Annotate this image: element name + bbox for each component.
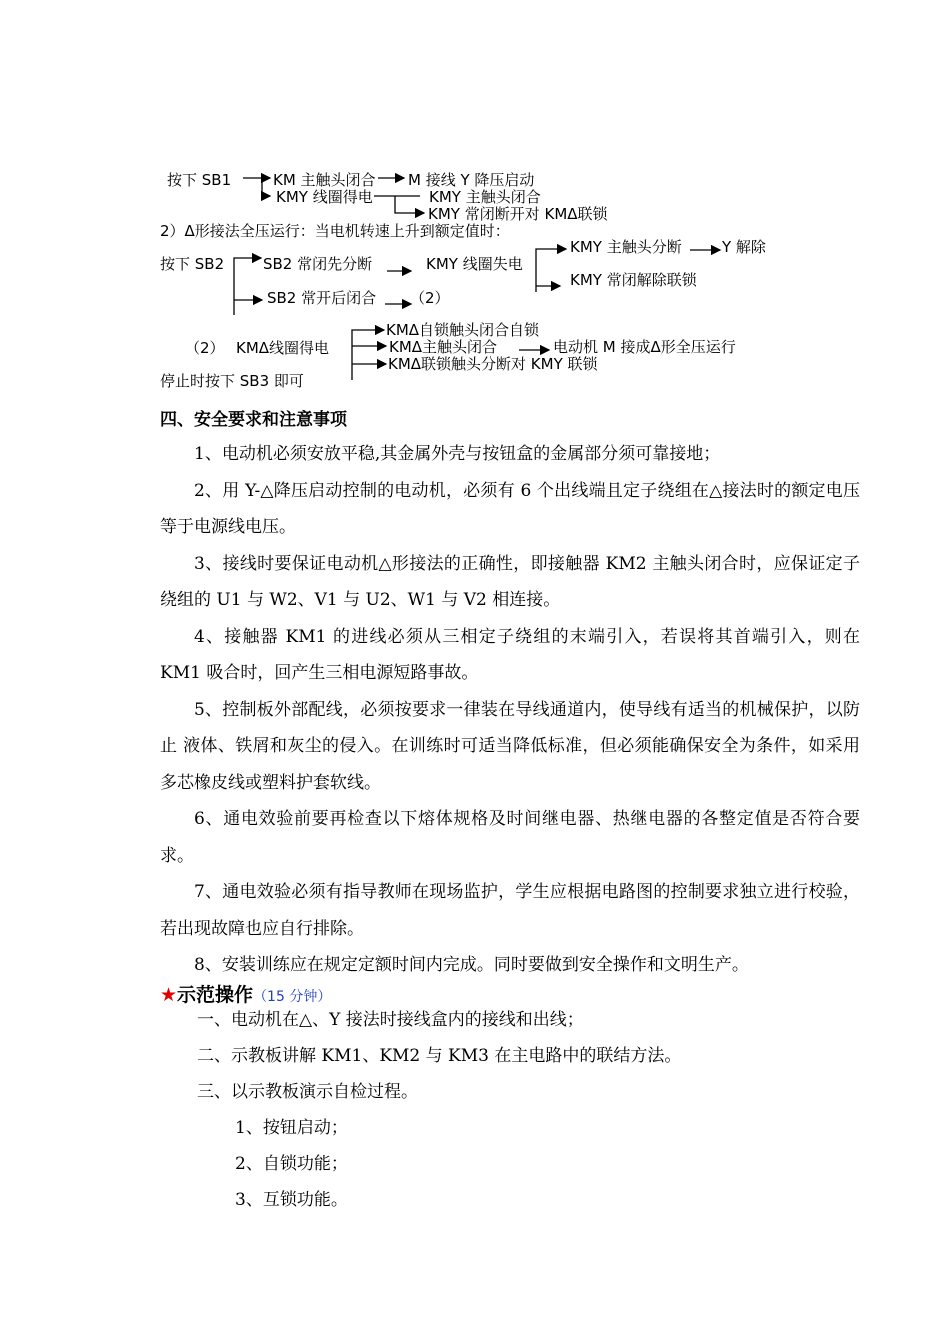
requirement-item: 2、用 Y-△降压启动控制的电动机，必须有 6 个出线端且定子绕组在△接法时的额定电压等于电源线电压。	[160, 480, 860, 537]
requirement-item: 5、控制板外部配线，必须按要求一律装在导线通道内，使导线有适当的机械保护，以防止 液体、铁屑和灰尘的侵入。在训练时可适当降低标准，但必须能确保安全为条件，如采用多芯橡皮线或塑料护套软线。	[160, 699, 860, 793]
flow-kmy-coil-loss: KMY 线圈失电	[426, 255, 523, 273]
flow-y-release: Y 解除	[722, 238, 766, 256]
section-heading: 四、安全要求和注意事项	[160, 410, 347, 430]
requirement-item: 8、安装训练应在规定定额时间内完成。同时要做到安全操作和文明生产。	[194, 955, 749, 975]
requirement-item: 6、通电效验前要再检查以下熔体规格及时间继电器、热继电器的各整定值是否符合要求。	[160, 809, 860, 866]
requirement-item: 4、接触器 KM1 的进线必须从三相定子绕组的末端引入，若误将其首端引入，则在 KM1 吸合时，回产生三相电源短路事故。	[160, 626, 860, 683]
flow-ref-2-b: （2）	[185, 339, 225, 357]
demo-sub-step: 3、互锁功能。	[235, 1190, 348, 1210]
flow-kmy-nc-open: KMY 常闭断开对 KMΔ联锁	[428, 205, 608, 223]
demo-sub-step: 1、按钮启动；	[235, 1118, 348, 1138]
flow-kmd-interlock: KMΔ联锁触头分断对 KMY 联锁	[388, 355, 598, 373]
flow-kmy-main-close: KMY 主触头闭合	[429, 188, 541, 206]
flow-km-main-close: KM 主触头闭合	[273, 171, 376, 189]
control-flow-diagram	[0, 0, 950, 400]
requirement-item: 1、电动机必须安放平稳,其金属外壳与按钮盒的金属部分须可靠接地；	[194, 444, 721, 464]
flow-m-y-start: M 接线 Y 降压启动	[408, 171, 535, 189]
star-icon: ★	[160, 984, 178, 1006]
flow-kmd-coil: KMΔ线圈得电	[236, 339, 330, 357]
demo-step: 一、电动机在△、Y 接法时接线盒内的接线和出线；	[197, 1010, 584, 1030]
flow-sb2-no-close: SB2 常开后闭合	[267, 289, 377, 307]
demo-step: 三、以示教板演示自检过程。	[197, 1082, 418, 1102]
flow-press-sb2: 按下 SB2	[160, 255, 225, 273]
flow-ref-2-a: （2）	[410, 289, 450, 307]
safety-requirements-list	[160, 436, 860, 984]
demo-steps	[197, 1002, 681, 1218]
demo-sub-step: 2、自锁功能；	[235, 1154, 348, 1174]
flow-sb2-nc-open: SB2 常闭先分断	[263, 255, 373, 273]
flow-stop-sb3: 停止时按下 SB3 即可	[160, 372, 304, 390]
flow-motor-delta-run: 电动机 M 接成Δ形全压运行	[553, 338, 736, 356]
demo-step: 二、示教板讲解 KM1、KM2 与 KM3 在主电路中的联结方法。	[197, 1046, 682, 1066]
flow-kmy-nc-release: KMY 常闭解除联锁	[570, 271, 697, 289]
demo-title: 示范操作	[177, 984, 254, 1006]
flow-kmy-coil: KMY 线圈得电	[276, 188, 373, 206]
requirement-item: 7、通电效验必须有指导教师在现场监护，学生应根据电路图的控制要求独立进行校验，若出现故障也应自行排除。	[160, 882, 860, 939]
flow-kmy-main-open: KMY 主触头分断	[570, 238, 682, 256]
demo-duration: （15 分钟）	[253, 989, 332, 1005]
requirement-item: 3、接线时要保证电动机△形接法的正确性，即接触器 KM2 主触头闭合时，应保证定子绕组的 U1 与 W2、V1 与 U2、W1 与 V2 相连接。	[160, 553, 860, 610]
flow-section-2-title: 2）Δ形接法全压运行：当电机转速上升到额定值时：	[160, 222, 510, 240]
flow-kmd-main-close: KMΔ主触头闭合	[389, 338, 498, 356]
flow-press-sb1: 按下 SB1	[167, 171, 232, 189]
flow-kmd-self-lock: KMΔ自锁触头闭合自锁	[386, 321, 540, 339]
